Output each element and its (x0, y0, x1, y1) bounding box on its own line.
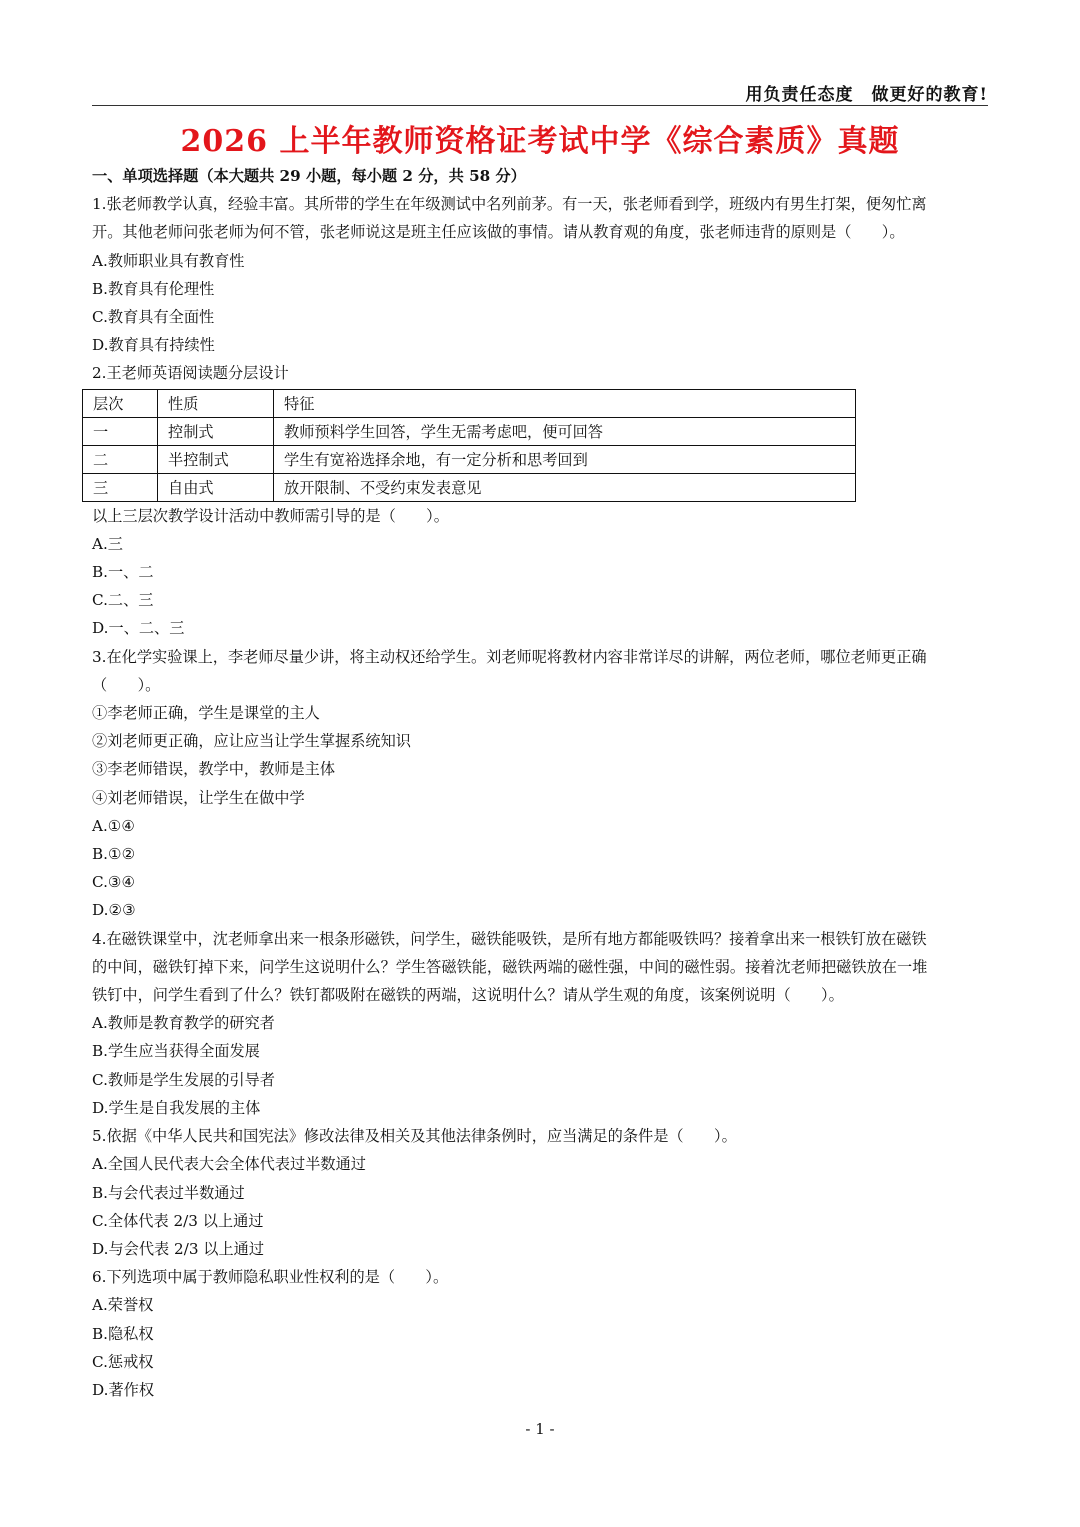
q1-option-b: B.教育具有伦理性 (92, 279, 215, 298)
table-row (83, 473, 856, 501)
q4-option-d: D.学生是自我发展的主体 (92, 1098, 261, 1117)
table-row (83, 445, 856, 473)
q6-option-c: C.惩戒权 (92, 1352, 154, 1371)
q1-stem-line2: 开。其他老师问张老师为何不管，张老师说这是班主任应该做的事情。请从教育观的角度，张老师违背的原则是（ ）。 (92, 223, 905, 242)
page-number: - 1 - (525, 1420, 555, 1438)
q3-statement-1: ①李老师正确，学生是课堂的主人 (92, 704, 320, 723)
table-cell: 教师预料学生回答，学生无需考虑吧，便可回答 (274, 417, 856, 445)
table-cell: 三 (83, 473, 158, 501)
q3-option-d: D.②③ (92, 901, 136, 920)
table-cell: 控制式 (158, 417, 274, 445)
header-divider (92, 105, 988, 106)
q6-option-d: D.著作权 (92, 1380, 155, 1399)
q6-stem: 6.下列选项中属于教师隐私职业性权利的是（ ）。 (92, 1268, 449, 1287)
q3-statement-3: ③李老师错误，教学中，教师是主体 (92, 760, 335, 779)
q2-layer-table (82, 389, 856, 502)
table-cell: 放开限制、不受约束发表意见 (274, 473, 856, 501)
table-header-cell: 层次 (83, 389, 158, 417)
q5-option-a: A.全国人民代表大会全体代表过半数通过 (92, 1155, 366, 1174)
table-cell: 学生有宽裕选择余地，有一定分析和思考回到 (274, 445, 856, 473)
q1-option-c: C.教育具有全面性 (92, 308, 215, 327)
q3-option-a: A.①④ (92, 816, 136, 835)
q1-stem-line1: 1.张老师教学认真，经验丰富。其所带的学生在年级测试中名列前茅。有一天，张老师看到学，班级内有男生打架，便匆忙离 (92, 195, 927, 214)
q4-stem-line2: 的中间，磁铁钉掉下来，问学生这说明什么？学生答磁铁能，磁铁两端的磁性强，中间的磁性弱。接着沈老师把磁铁放在一堆 (92, 957, 928, 976)
q2-option-d: D.一、二、三 (92, 619, 185, 638)
q4-option-a: A.教师是教育教学的研究者 (92, 1014, 275, 1033)
q2-option-a: A.三 (92, 534, 123, 553)
q3-stem-line1: 3.在化学实验课上，李老师尽量少讲，将主动权还给学生。刘老师呢将教材内容非常详尽的讲解，两位老师，哪位老师更正确 (92, 647, 927, 666)
q3-stem-line2: （ ）。 (92, 675, 161, 694)
header-slogan: 用负责任态度 做更好的教育! (745, 85, 988, 105)
table-cell: 二 (83, 445, 158, 473)
q5-stem: 5.依据《中华人民共和国宪法》修改法律及相关及其他法律条例时，应当满足的条件是（ ）。 (92, 1127, 737, 1146)
q3-option-c: C.③④ (92, 873, 136, 892)
q4-option-c: C.教师是学生发展的引导者 (92, 1070, 275, 1089)
q5-option-b: B.与会代表过半数通过 (92, 1183, 245, 1202)
document-body (92, 162, 992, 1404)
q2-option-c: C.二、三 (92, 591, 154, 610)
document-title: 2026 上半年教师资格证考试中学《综合素质》真题 (180, 124, 900, 159)
q4-stem-line3: 铁钉中，问学生看到了什么？铁钉都吸附在磁铁的两端，这说明什么？请从学生观的角度，该案例说明（ ）。 (92, 986, 844, 1005)
q3-statement-2: ②刘老师更正确，应让应当让学生掌握系统知识 (92, 732, 411, 751)
section-heading: 一、单项选择题（本大题共 29 小题，每小题 2 分，共 58 分） (92, 167, 526, 185)
q3-option-b: B.①② (92, 845, 136, 864)
q2-option-b: B.一、二 (92, 563, 154, 582)
table-cell: 一 (83, 417, 158, 445)
q3-statement-4: ④刘老师错误，让学生在做中学 (92, 788, 305, 807)
q5-option-c: C.全体代表 2/3 以上通过 (92, 1211, 264, 1230)
q6-option-a: A.荣誉权 (92, 1296, 154, 1315)
table-header-cell: 特征 (274, 389, 856, 417)
q6-option-b: B.隐私权 (92, 1324, 154, 1343)
q4-stem-line1: 4.在磁铁课堂中，沈老师拿出来一根条形磁铁，问学生，磁铁能吸铁，是所有地方都能吸铁吗？接着拿出来一根铁钉放在磁铁 (92, 929, 927, 948)
table-cell: 半控制式 (158, 445, 274, 473)
table-cell: 自由式 (158, 473, 274, 501)
q1-option-d: D.教育具有持续性 (92, 336, 215, 355)
q5-option-d: D.与会代表 2/3 以上通过 (92, 1239, 265, 1258)
q1-option-a: A.教师职业具有教育性 (92, 251, 245, 270)
table-header-cell: 性质 (158, 389, 274, 417)
q2-stem: 以上三层次教学设计活动中教师需引导的是（ ）。 (92, 506, 449, 525)
table-header-row (83, 389, 856, 417)
q4-option-b: B.学生应当获得全面发展 (92, 1042, 260, 1061)
q2-intro: 2.王老师英语阅读题分层设计 (92, 364, 289, 383)
table-row (83, 417, 856, 445)
